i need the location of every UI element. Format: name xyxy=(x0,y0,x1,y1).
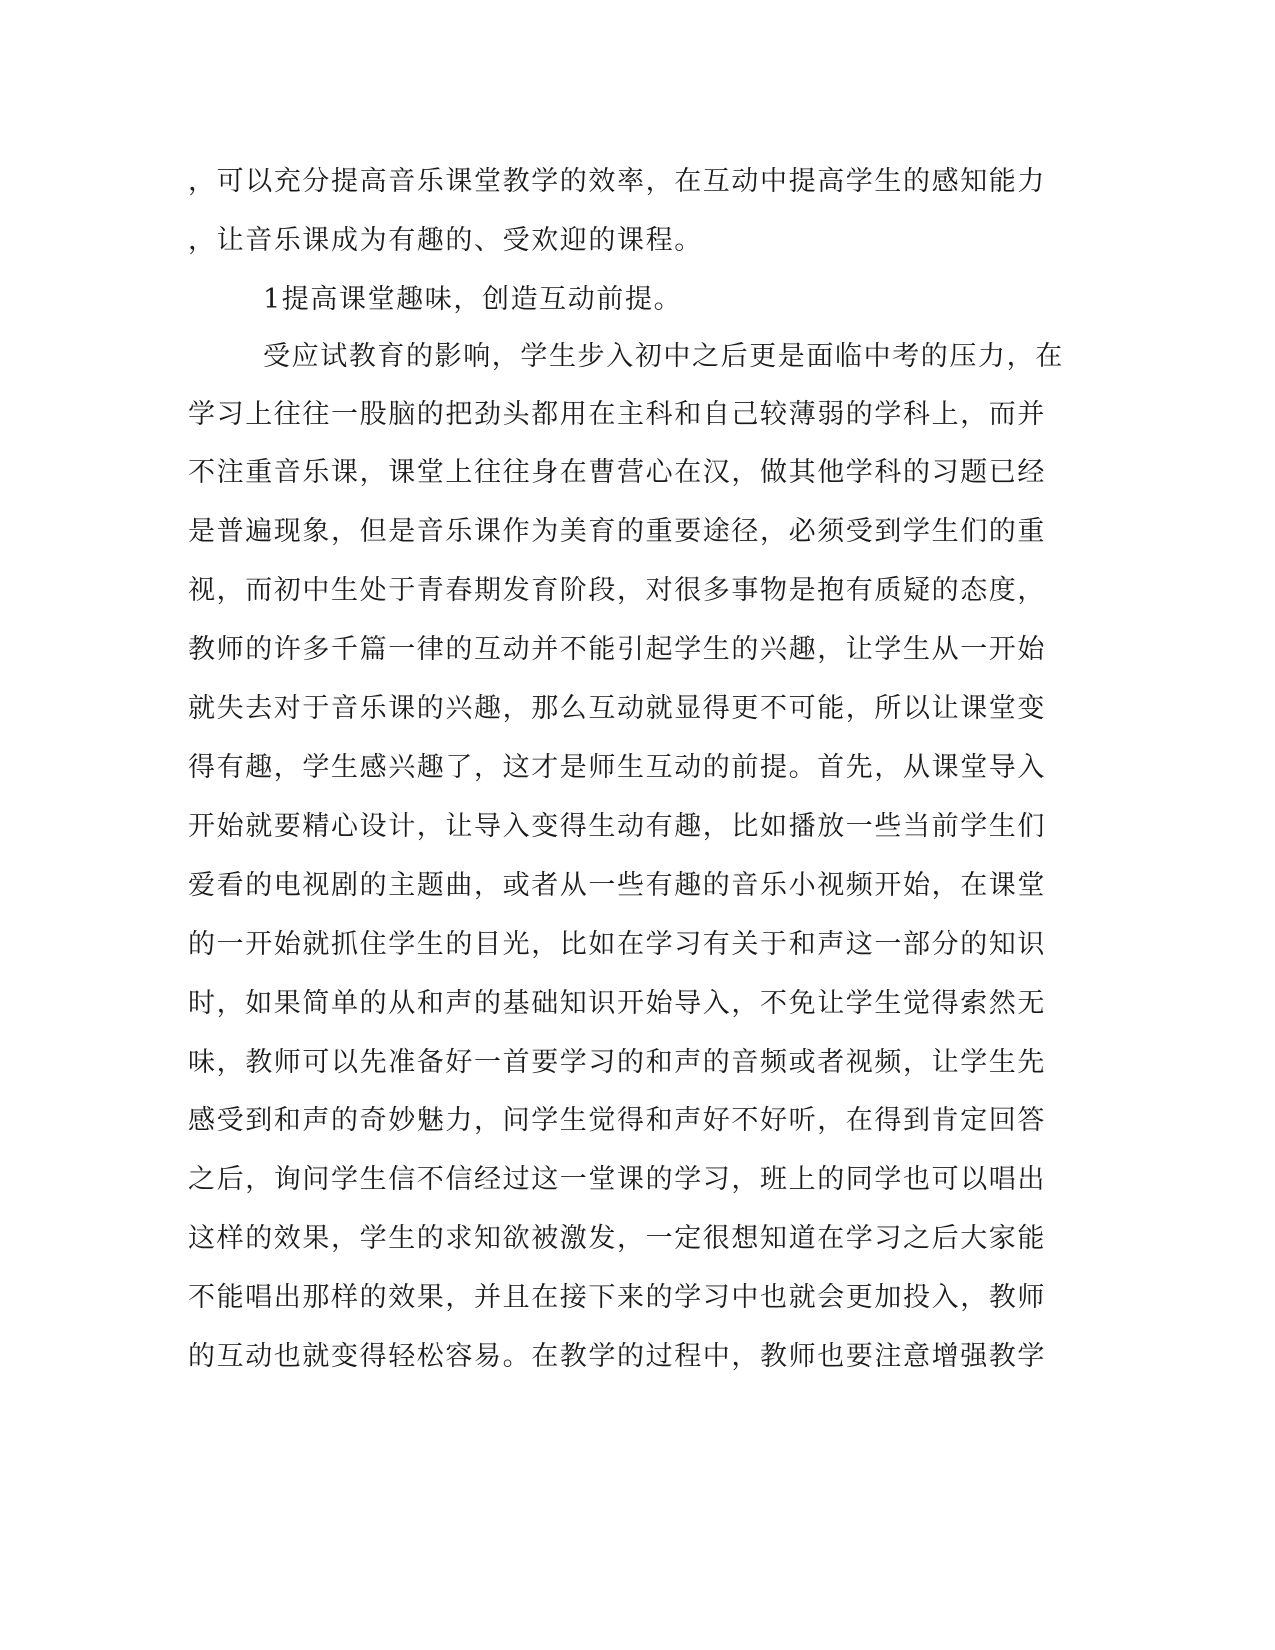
paragraph-line: 的一开始就抓住学生的目光，比如在学习有关于和声这一部分的知识 xyxy=(188,929,1046,960)
paragraph-line: 开始就要精心设计，让导入变得生动有趣，比如播放一些当前学生们 xyxy=(188,811,1046,842)
paragraph-line: 就失去对于音乐课的兴趣，那么互动就显得更不可能，所以让课堂变 xyxy=(188,693,1046,724)
paragraph-line: 味，教师可以先准备好一首要学习的和声的音频或者视频，让学生先 xyxy=(188,1047,1046,1078)
intro-line: ，可以充分提高音乐课堂教学的效率，在互动中提高学生的感知能力 xyxy=(188,166,1046,197)
paragraph-line: 之后，询问学生信不信经过这一堂课的学习，班上的同学也可以唱出 xyxy=(188,1164,1046,1195)
paragraph-line: 学习上往往一股脑的把劲头都用在主科和自己较薄弱的学科上，而并 xyxy=(188,399,1046,430)
paragraph-line: 视，而初中生处于青春期发育阶段，对很多事物是抱有质疑的态度， xyxy=(188,575,1046,606)
paragraph-line: 不能唱出那样的效果，并且在接下来的学习中也就会更加投入，教师 xyxy=(188,1282,1046,1313)
paragraph-line: 不注重音乐课，课堂上往往身在曹营心在汉，做其他学科的习题已经 xyxy=(188,457,1046,488)
paragraph-line: 时，如果简单的从和声的基础知识开始导入，不免让学生觉得索然无 xyxy=(188,988,1046,1019)
paragraph-line: 的互动也就变得轻松容易。在教学的过程中，教师也要注意增强教学 xyxy=(188,1341,1046,1372)
section-heading: 1提高课堂趣味，创造互动前提。 xyxy=(263,284,683,315)
paragraph-line: 教师的许多千篇一律的互动并不能引起学生的兴趣，让学生从一开始 xyxy=(188,634,1046,665)
intro-line: ，让音乐课成为有趣的、受欢迎的课程。 xyxy=(188,225,703,256)
paragraph-line: 得有趣，学生感兴趣了，这才是师生互动的前提。首先，从课堂导入 xyxy=(188,752,1046,783)
paragraph-line: 是普遍现象，但是音乐课作为美育的重要途径，必须受到学生们的重 xyxy=(188,516,1046,547)
paragraph-line: 感受到和声的奇妙魅力，问学生觉得和声好不好听，在得到肯定回答 xyxy=(188,1105,1046,1136)
paragraph-line: 这样的效果，学生的求知欲被激发，一定很想知道在学习之后大家能 xyxy=(188,1223,1046,1254)
paragraph-line: 受应试教育的影响，学生步入初中之后更是面临中考的压力，在 xyxy=(263,341,1064,372)
paragraph-line: 爱看的电视剧的主题曲，或者从一些有趣的音乐小视频开始，在课堂 xyxy=(188,870,1046,901)
